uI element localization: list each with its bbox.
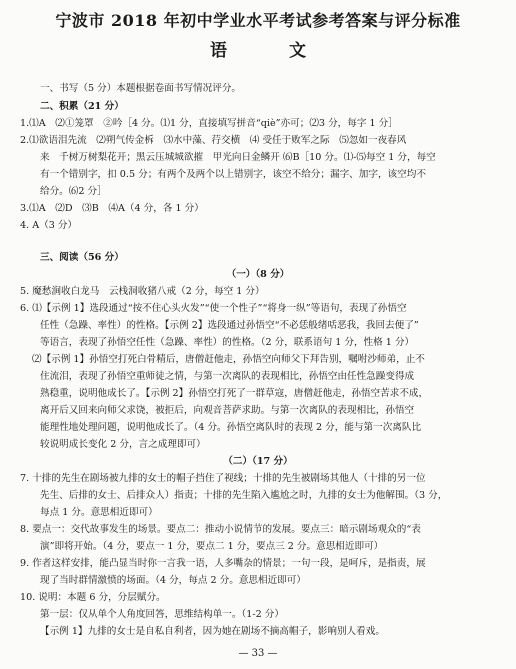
text-line: 先生、后排的女士、后排众人）指责；十排的先生陷入尴尬之时，九排的女士为他解围。（3 分， [40, 490, 448, 501]
text-line: ⑵【示例 1】孙悟空打死白骨精后，唐僧赶他走，孙悟空向师父下拜告别，嘱咐沙师弟，止不 [32, 354, 425, 365]
text-line: 10. 说明：本题 6 分，分层赋分。 [20, 592, 166, 603]
text-line: 住流泪，表现了孙悟空重师徒之情，与第一次离队的表现相比，孙悟空由任性急躁变得成 [40, 371, 415, 382]
text-line: 等语言，表现了孙悟空任性（急躁、率性）的性格。（2 分，联系语句 1 分，性格 1 分） [40, 337, 415, 348]
text-line: 8. 要点一：交代故事发生的场景。要点二：推动小说情节的发展。要点三：暗示剧场观众的“表 [20, 524, 421, 535]
text-line: 9. 作者这样安排，能凸显当时你一言我一语，人多嘴杂的情景；一句一段，是呵斥，是指责，展 [20, 558, 426, 569]
text-line: 一、书写（5 分）本题根据卷面书写情况评分。 [40, 83, 242, 94]
text-line: 2.⑴欲语泪先流 ⑵朔气传金柝 ⑶水中藻、荇交横 ⑷ 受任于败军之际 ⑸忽如一夜春风 [20, 135, 407, 146]
subject-title: 语 文 [210, 41, 334, 61]
text-line: 较说明成长变化 2 分，言之成理即可） [40, 439, 206, 450]
text-line: 7. 十排的先生在剧场被九排的女士的帽子挡住了视线；十排的先生被剧场其他人（十排的另一位 [20, 473, 426, 484]
text-line: 1.⑴A ⑵①笼罩 ②吟［4 分。⑴1 分，直接填写拼音“qiè”亦可；⑵3 分，每字 1 分］ [20, 118, 398, 129]
text-line: 二、积累（21 分） [40, 101, 124, 112]
text-line: 有一个错别字，扣 0.5 分；有两个及两个以上错别字，该空不给分；漏字、加字，该空均不 [40, 169, 426, 180]
text-line: 演”即将开始。（4 分，要点一 1 分，要点二 1 分，要点三 2 分。意思相近即可） [40, 541, 384, 552]
text-line: 【示例 1】九排的女士是自私自利者，因为她在剧场不摘高帽子，影响别人看戏。 [40, 626, 385, 637]
section-heading: （一）（8 分） [226, 269, 290, 280]
text-line: 每点 1 分。意思相近即可） [40, 507, 158, 518]
page-number: — 33 — [238, 648, 278, 659]
text-line: 来 千树万树梨花开；黑云压城城欲摧 甲光向日金鳞开 ⑹B［10 分。⑴-⑸每空 1 分，每空 [40, 152, 436, 163]
text-line: 5. 魔愁涧收白龙马 云栈洞收猪八戒（2 分，每空 1 分） [20, 286, 265, 297]
text-line: 熟稳重，说明他成长了。【示例 2】孙悟空打死了一群草寇，唐僧赶他走，孙悟空苦求不成， [40, 388, 429, 399]
text-line: 现了当时群情激愤的场面。（4 分，每点 2 分。意思相近即可） [40, 575, 306, 586]
text-line: 能理性地处理问题，说明他成长了。（4 分。孙悟空离队时的表现 2 分，能与第一次离队比 [40, 422, 422, 433]
text-line: 三、阅读（56 分） [40, 252, 124, 263]
text-line: 3.⑴A ⑵D ⑶B ⑷A（4 分，各 1 分） [20, 203, 204, 214]
text-line: 离开后又回来向师父求饶，被拒后，向观音菩萨求助。与第一次离队的表现相比，孙悟空 [40, 405, 415, 416]
section-heading: （二）（17 分） [223, 456, 293, 467]
text-line: 给分。⑹2 分］ [40, 186, 107, 197]
text-line: 任性（急躁、率性）的性格。【示例 2】选段通过孙悟空“不必恁般绪咶恶我，我回去便了” [40, 320, 419, 331]
document-title: 宁波市 2018 年初中学业水平考试参考答案与评分标准 [55, 11, 461, 30]
text-line: 4. A（3 分） [20, 220, 78, 231]
text-line: 6. ⑴【示例 1】选段通过“按不住心头火发”“使一个性子”“将身一纵”等语句，表现了孙悟空 [20, 303, 407, 314]
text-line: 第一层：仅从单个人角度回答，思维结构单一。（1-2 分） [40, 609, 284, 620]
